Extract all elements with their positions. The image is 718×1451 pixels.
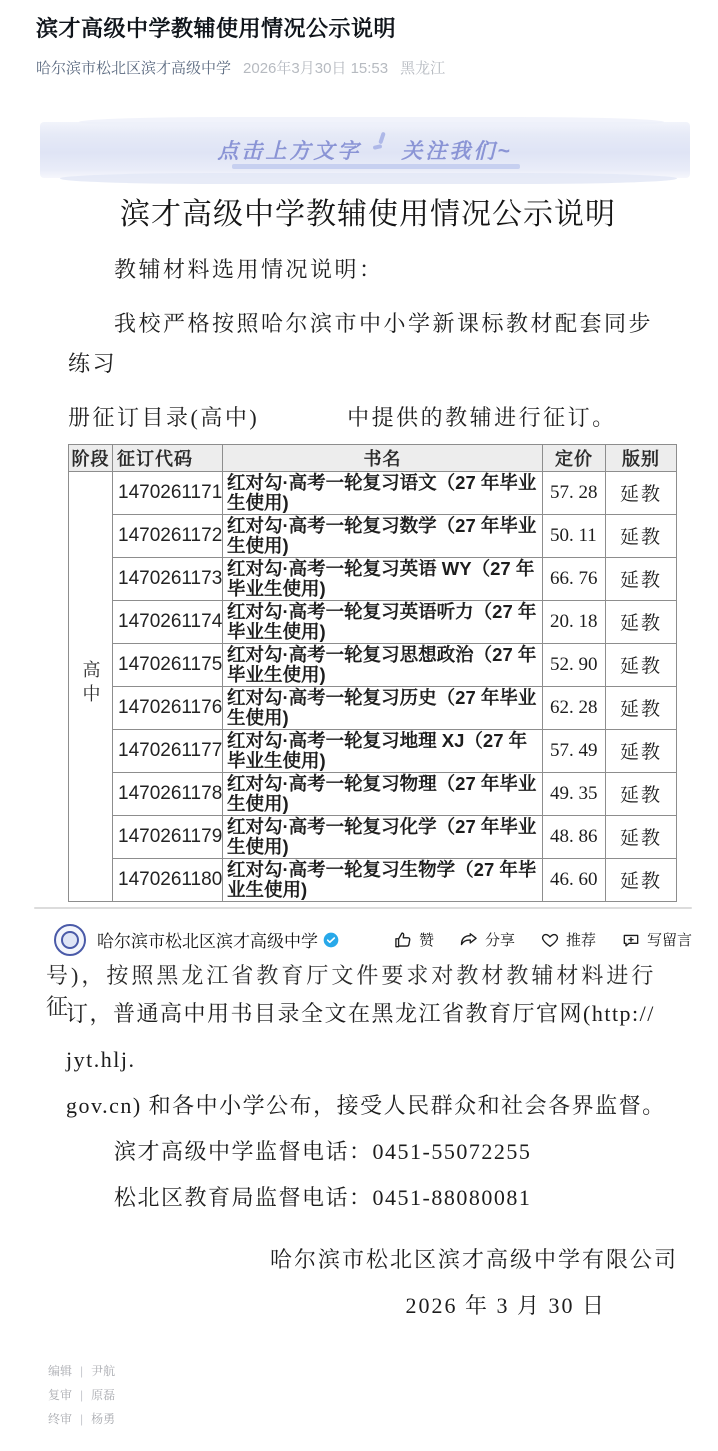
edition-cell: 延教 xyxy=(606,557,677,600)
document-body-line2a: 册征订目录(高中) xyxy=(68,404,260,430)
col-header-stage: 阶段 xyxy=(69,444,113,471)
code-cell: 1470261175 xyxy=(113,643,223,686)
spark-doodle-icon xyxy=(371,132,391,152)
account-bar-name[interactable]: 哈尔滨市松北区滨才高级中学 xyxy=(97,932,318,952)
table-row xyxy=(69,643,677,686)
table-row xyxy=(69,815,677,858)
price-cell: 62. 28 xyxy=(543,686,606,729)
bookname-cell: 红对勾·高考一轮复习语文（27 年毕业生使用) xyxy=(223,471,543,514)
bureau-phone-line: 松北区教育局监督电话：0451-88080081 xyxy=(114,1184,532,1210)
edition-cell: 延教 xyxy=(606,772,677,815)
price-cell: 20. 18 xyxy=(543,600,606,643)
code-cell: 1470261178 xyxy=(113,772,223,815)
col-header-code: 征订代码 xyxy=(113,444,223,471)
comment-button[interactable] xyxy=(621,929,692,950)
publish-time: 2026年3月30日 15:53 xyxy=(243,59,389,77)
like-label: 赞 xyxy=(418,932,434,950)
table-row xyxy=(69,557,677,600)
document-intro-paragraph: 教辅材料选用情况说明： xyxy=(114,256,384,282)
school-phone-line: 滨才高级中学监督电话：0451-55072255 xyxy=(114,1138,532,1164)
col-header-edition: 版别 xyxy=(606,444,677,471)
stage-cell: 高中 xyxy=(69,471,113,901)
credit-row-reviewer xyxy=(48,1383,718,1407)
table-row xyxy=(69,514,677,557)
document-lower-section xyxy=(66,991,678,1329)
edition-cell: 延教 xyxy=(606,643,677,686)
table-header-row xyxy=(69,444,677,471)
bookname-cell: 红对勾·高考一轮复习数学（27 年毕业生使用) xyxy=(223,514,543,557)
credit-role: 终审 xyxy=(48,1412,73,1427)
document-body-line1: 我校严格按照哈尔滨市中小学新课标教材配套同步练习 xyxy=(68,310,654,376)
credit-separator: | xyxy=(80,1363,84,1378)
document-body-line2 xyxy=(68,398,676,438)
col-header-price: 定价 xyxy=(543,444,606,471)
signature-block xyxy=(66,1237,678,1329)
page-title: 滨才高级中学教辅使用情况公示说明 xyxy=(36,16,397,41)
share-label: 分享 xyxy=(484,932,515,950)
account-link[interactable]: 哈尔滨市松北区滨才高级中学 xyxy=(36,59,232,77)
banner-text-right: 关注我们~ xyxy=(401,139,513,163)
edition-cell: 延教 xyxy=(606,815,677,858)
credit-role: 复审 xyxy=(48,1388,73,1403)
edition-cell: 延教 xyxy=(606,471,677,514)
bookname-cell: 红对勾·高考一轮复习英语 WY（27 年毕业生使用) xyxy=(223,557,543,600)
article-header xyxy=(0,0,718,78)
edition-cell: 延教 xyxy=(606,514,677,557)
obscured-document-line: 号)，按照黑龙江省教育厅文件要求对教材教辅材料进行征 xyxy=(46,962,657,1019)
edition-cell: 延教 xyxy=(606,686,677,729)
bookname-cell: 红对勾·高考一轮复习英语听力（27 年毕业生使用) xyxy=(223,600,543,643)
price-cell: 48. 86 xyxy=(543,815,606,858)
school-emblem-icon xyxy=(61,931,79,949)
comment-label: 写留言 xyxy=(646,932,692,950)
price-cell: 57. 49 xyxy=(543,729,606,772)
price-cell: 66. 76 xyxy=(543,557,606,600)
banner-text-left: 点击上方文字 xyxy=(217,139,362,163)
account-avatar[interactable] xyxy=(54,924,86,956)
credit-row-final-reviewer xyxy=(48,1407,718,1431)
textbook-table xyxy=(68,444,677,902)
credit-row-editor xyxy=(48,1359,718,1383)
code-cell: 1470261171 xyxy=(113,471,223,514)
col-header-bookname: 书名 xyxy=(223,444,543,471)
table-row xyxy=(69,858,677,901)
price-cell: 50. 11 xyxy=(543,514,606,557)
follow-banner[interactable] xyxy=(40,122,690,178)
credit-separator: | xyxy=(80,1387,84,1402)
table-row xyxy=(69,686,677,729)
code-cell: 1470261180 xyxy=(113,858,223,901)
bookname-cell: 红对勾·高考一轮复习地理 XJ（27 年毕业生使用) xyxy=(223,729,543,772)
publish-location: 黑龙江 xyxy=(400,59,446,77)
credit-role: 编辑 xyxy=(48,1364,73,1379)
recommend-label: 推荐 xyxy=(565,932,596,950)
credit-name: 杨勇 xyxy=(91,1412,116,1427)
table-row xyxy=(69,471,677,514)
document-line-url1: 订，普通高中用书目录全文在黑龙江省教育厅官网(http:// jyt.hlj. xyxy=(66,1000,655,1072)
action-buttons xyxy=(393,929,692,950)
edition-cell: 延教 xyxy=(606,729,677,772)
bookname-cell: 红对勾·高考一轮复习历史（27 年毕业生使用) xyxy=(223,686,543,729)
credit-separator: | xyxy=(80,1411,84,1426)
edition-cell: 延教 xyxy=(606,858,677,901)
price-cell: 49. 35 xyxy=(543,772,606,815)
document-photo xyxy=(0,194,718,902)
price-cell: 46. 60 xyxy=(543,858,606,901)
byline xyxy=(36,57,682,78)
table-row xyxy=(69,729,677,772)
bookname-cell: 红对勾·高考一轮复习思想政治（27 年毕业生使用) xyxy=(223,643,543,686)
table-row xyxy=(69,772,677,815)
heart-icon xyxy=(540,930,560,950)
verified-badge-icon xyxy=(323,932,339,948)
code-cell: 1470261172 xyxy=(113,514,223,557)
signature-company: 哈尔滨市松北区滨才高级中学有限公司 xyxy=(269,1246,678,1272)
document-line-url2: gov.cn) 和各中小学公布，接受人民群众和社会各界监督。 xyxy=(66,1092,666,1118)
code-cell: 1470261173 xyxy=(113,557,223,600)
like-button[interactable] xyxy=(393,929,434,950)
credit-name: 原磊 xyxy=(91,1388,116,1403)
thumbs-up-icon xyxy=(393,930,413,950)
share-button[interactable] xyxy=(459,929,515,950)
comment-plus-icon xyxy=(621,930,641,950)
bookname-cell: 红对勾·高考一轮复习化学（27 年毕业生使用) xyxy=(223,815,543,858)
edition-cell: 延教 xyxy=(606,600,677,643)
price-cell: 57. 28 xyxy=(543,471,606,514)
document-body-line2b: 中提供的教辅进行征订。 xyxy=(347,404,617,430)
code-cell: 1470261177 xyxy=(113,729,223,772)
follow-banner-text xyxy=(217,135,512,165)
document-heading: 滨才高级中学教辅使用情况公示说明 xyxy=(120,197,616,231)
editor-credits xyxy=(48,1359,718,1431)
price-cell: 52. 90 xyxy=(543,643,606,686)
bookname-cell: 红对勾·高考一轮复习生物学（27 年毕业生使用) xyxy=(223,858,543,901)
share-arrow-icon xyxy=(459,930,479,950)
table-row xyxy=(69,600,677,643)
code-cell: 1470261179 xyxy=(113,815,223,858)
signature-date: 2026 年 3 月 30 日 xyxy=(405,1292,606,1318)
code-cell: 1470261174 xyxy=(113,600,223,643)
code-cell: 1470261176 xyxy=(113,686,223,729)
recommend-button[interactable] xyxy=(540,929,596,950)
bookname-cell: 红对勾·高考一轮复习物理（27 年毕业生使用) xyxy=(223,772,543,815)
credit-name: 尹航 xyxy=(91,1364,116,1379)
